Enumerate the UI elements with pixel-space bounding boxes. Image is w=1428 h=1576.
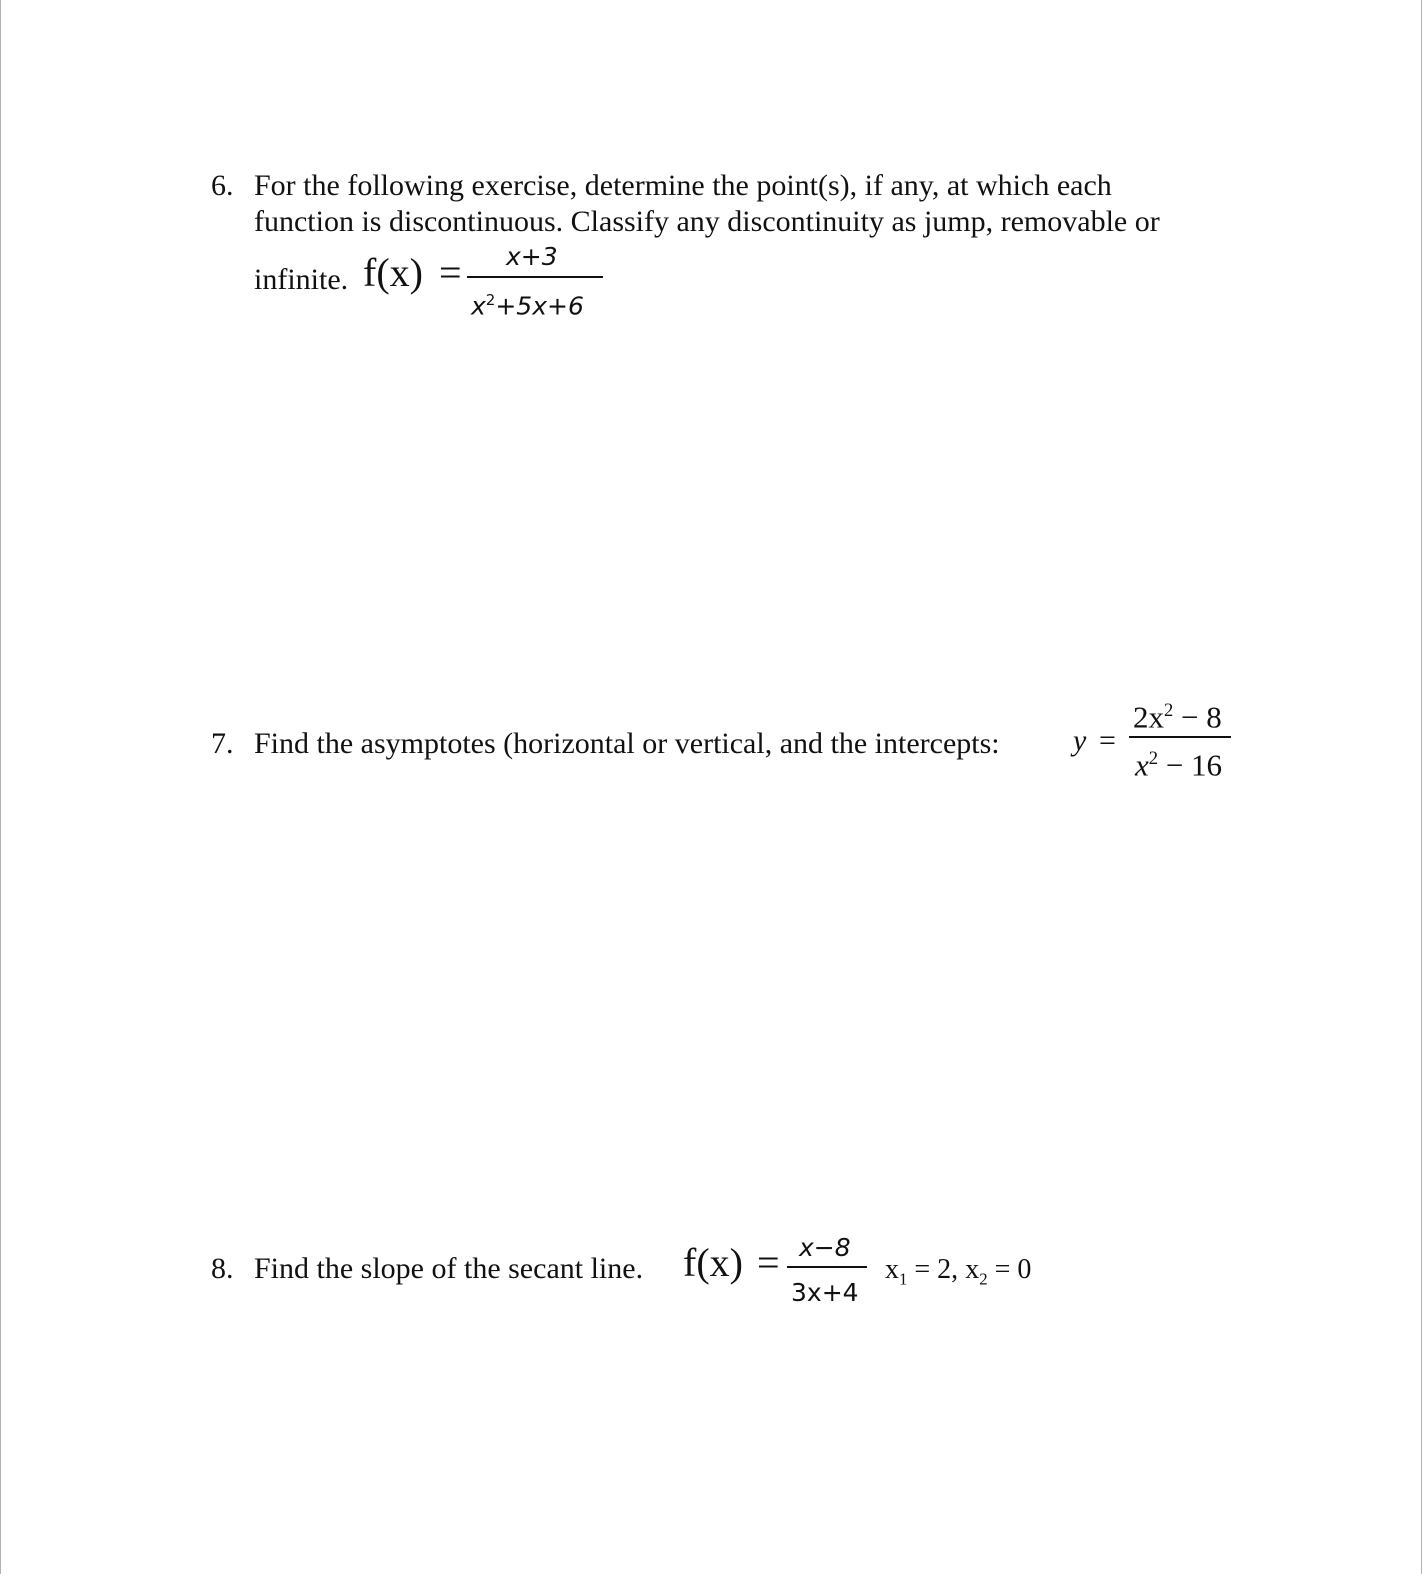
fraction-denominator: $x^2+5x+6$ (471, 291, 584, 321)
question-number: 6. (211, 169, 234, 202)
question-text: Find the asymptotes (horizontal or vertical, and the intercepts: (254, 727, 1000, 760)
given-values: $x_1 = 2$, $x_2 = 0$ (885, 1254, 1032, 1289)
fraction-bar (787, 1266, 867, 1268)
equation-lhs: y (1073, 724, 1087, 757)
fraction-numerator: x+3 (506, 242, 558, 271)
question-text-line: function is discontinuous. Classify any discontinuity as jump, removable or (254, 205, 1160, 238)
function-label: f(x) (683, 1240, 743, 1285)
equals-sign: = (439, 250, 462, 295)
equals-sign: = (1099, 724, 1116, 757)
fraction-numerator: $2x^2 - 8$ (1133, 699, 1222, 735)
question-text-line: infinite. (254, 263, 349, 296)
fraction-bar (467, 276, 603, 278)
fraction-denominator: 3x+4 (791, 1278, 859, 1307)
question-number: 8. (211, 1252, 234, 1285)
fraction-bar (1129, 736, 1231, 738)
fraction-denominator: $x^2 - 16$ (1135, 747, 1223, 783)
question-text: Find the slope of the secant line. (254, 1252, 644, 1285)
fraction-numerator: x−8 (799, 1233, 851, 1262)
equals-sign: = (757, 1240, 780, 1285)
question-number: 7. (211, 727, 234, 760)
question-text-line: For the following exercise, determine the point(s), if any, at which each (254, 169, 1112, 202)
function-label: f(x) (363, 250, 423, 295)
